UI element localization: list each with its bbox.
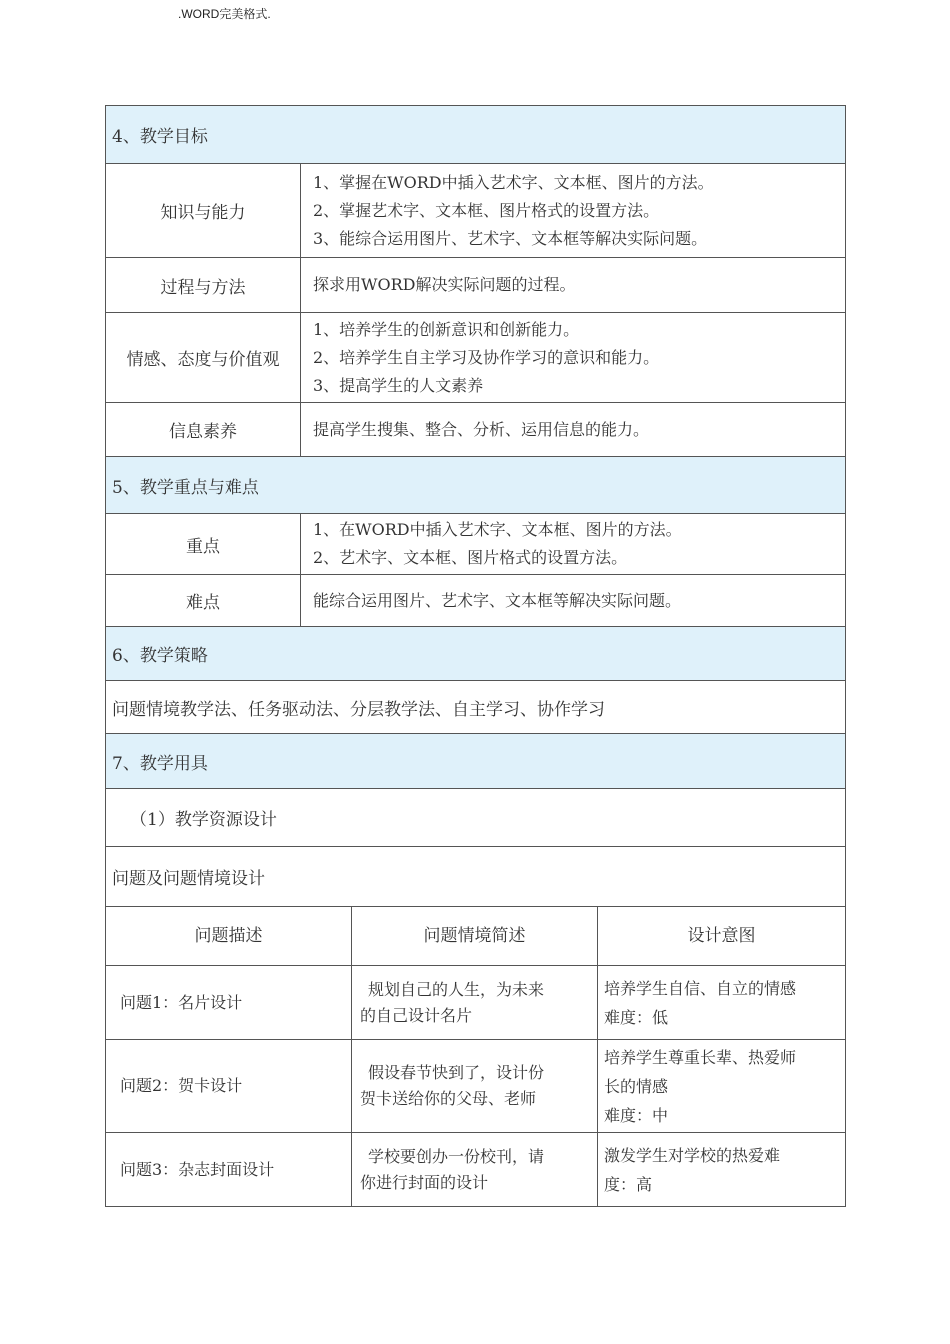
scenario-cell: 假设春节快到了，设计份 贺卡送给你的父母、老师 — [352, 1040, 598, 1132]
intent-cell: 培养学生自信、自立的情感 难度：低 — [604, 978, 797, 1027]
row-content: 探求用WORD解决实际问题的过程。 — [313, 275, 576, 294]
table-row — [105, 966, 846, 1040]
table-row — [105, 1040, 846, 1133]
row-content: 1、培养学生的创新意识和创新能力。 2、培养学生自主学习及协作学习的意识和能力。 3、提高学生的人文素养 — [313, 319, 660, 395]
objective-row-process — [105, 258, 846, 313]
row-label: 过程与方法 — [106, 258, 301, 312]
header-watermark: .WORD完美格式. — [178, 7, 271, 21]
key-point-row — [105, 514, 846, 575]
scenario-cell: 学校要创办一份校刊，请 你进行封面的设计 — [352, 1133, 598, 1206]
header-cell: 问题描述 — [106, 907, 352, 965]
section-7-title: 7、教学用具 — [105, 734, 846, 789]
lesson-plan-table — [105, 105, 846, 1207]
problem-cell: 问题2：贺卡设计 — [106, 1040, 352, 1132]
problem-cell: 问题1：名片设计 — [106, 966, 352, 1039]
row-content: 1、在WORD中插入艺术字、文本框、图片的方法。 2、艺术字、文本框、图片格式的设置方法。 — [313, 520, 682, 567]
row-label: 知识与能力 — [106, 164, 301, 257]
scenario-cell: 规划自己的人生，为未来 的自己设计名片 — [352, 966, 598, 1039]
row-label: 难点 — [106, 575, 301, 626]
row-label: 重点 — [106, 514, 301, 574]
strategy-content: 问题情境教学法、任务驱动法、分层教学法、自主学习、协作学习 — [105, 681, 846, 734]
row-label: 信息素养 — [106, 403, 301, 456]
section-4-title: 4、教学目标 — [105, 105, 846, 164]
header-cell: 问题情境简述 — [352, 907, 598, 965]
row-content: 提高学生搜集、整合、分析、运用信息的能力。 — [313, 419, 650, 439]
section-5-title: 5、教学重点与难点 — [105, 457, 846, 514]
problem-cell: 问题3：杂志封面设计 — [106, 1133, 352, 1206]
objective-row-knowledge — [105, 164, 846, 258]
resource-design-subtitle: （1）教学资源设计 — [105, 789, 846, 847]
section-6-title: 6、教学策略 — [105, 627, 846, 681]
row-label: 情感、态度与价值观 — [106, 313, 301, 402]
difficulty-row — [105, 575, 846, 627]
row-content: 1、掌握在WORD中插入艺术字、文本框、图片的方法。 2、掌握艺术字、文本框、图片格式的设置方法。 3、能综合运用图片、艺术字、文本框等解决实际问题。 — [313, 172, 714, 248]
objective-row-info-literacy — [105, 403, 846, 457]
objective-row-attitude — [105, 313, 846, 403]
table-row — [105, 1133, 846, 1207]
problem-table-header — [105, 907, 846, 966]
problem-design-subtitle: 问题及问题情境设计 — [105, 847, 846, 907]
intent-cell: 激发学生对学校的热爱难 度：高 — [604, 1145, 781, 1194]
intent-cell: 培养学生尊重长辈、热爱师 长的情感 难度：中 — [604, 1047, 797, 1125]
row-content: 能综合运用图片、艺术字、文本框等解决实际问题。 — [313, 590, 682, 610]
header-cell: 设计意图 — [687, 926, 756, 946]
